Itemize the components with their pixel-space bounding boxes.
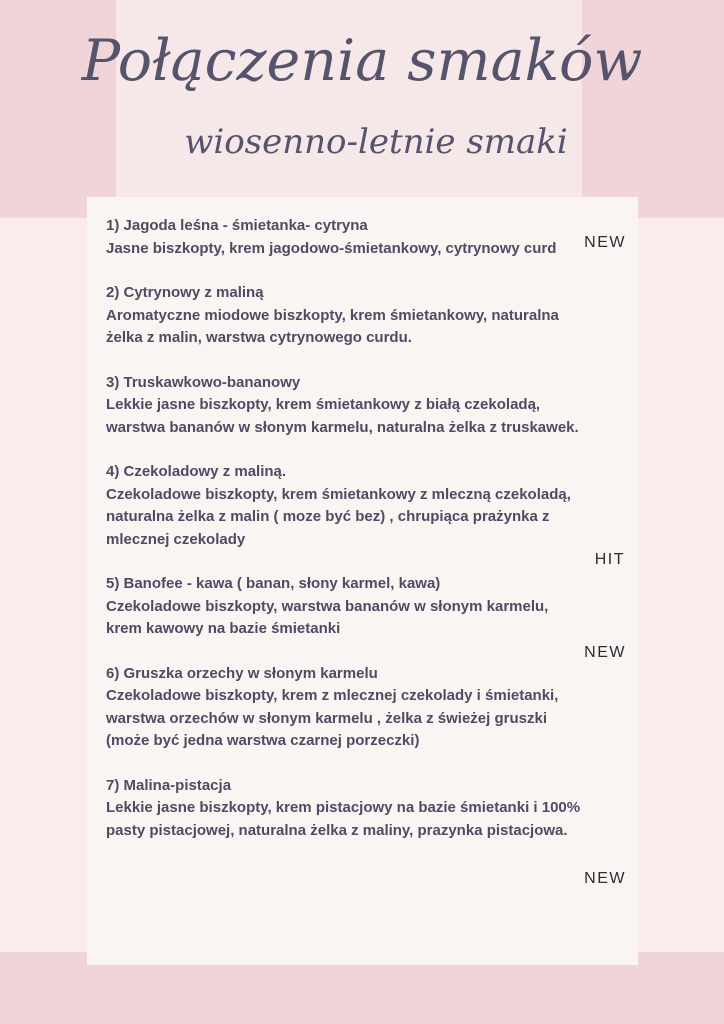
flavor-description: Aromatyczne miodowe biszkopty, krem śmietankowy, naturalna żelka z malin, warstwa cytrynowego curdu. xyxy=(106,306,559,346)
flavor-title: 4) Czekoladowy z maliną. xyxy=(106,463,287,480)
flavor-item-3 xyxy=(106,372,586,440)
flavor-item-7 xyxy=(106,775,586,843)
flavor-description: Lekkie jasne biszkopty, krem pistacjowy na bazie śmietanki i 100% pasty pistacjowej, naturalna żelka z maliny, prazynka pistacjowa. xyxy=(106,799,581,839)
flavor-description: Jasne biszkopty, krem jagodowo-śmietankowy, cytrynowy curd xyxy=(106,239,557,257)
new-badge: NEW xyxy=(584,234,626,251)
flavor-title: 6) Gruszka orzechy w słonym karmelu xyxy=(106,664,378,682)
flavor-description: Czekoladowe biszkopty, krem śmietankowy z mleczną czekoladą, naturalna żelka z malin ( moze być bez) , chrupiąca prażynka z mlecznej czekolady xyxy=(106,485,571,548)
flavor-title: 1) Jagoda leśna - śmietanka- cytryna xyxy=(106,217,368,234)
flavor-item-1 xyxy=(106,215,586,260)
flavor-description: Czekoladowe biszkopty, warstwa bananów w słonym karmelu, krem kawowy na bazie śmietanki xyxy=(106,597,549,637)
flavor-item-5 xyxy=(106,573,586,641)
flavor-title: 2) Cytrynowy z maliną xyxy=(106,284,264,301)
hit-badge: HIT xyxy=(594,551,625,568)
flavor-title: 5) Banofee - kawa ( banan, słony karmel, kawa) xyxy=(106,575,441,592)
flavor-item-6 xyxy=(106,663,586,753)
flavor-title: 7) Malina-pistacja xyxy=(106,776,232,794)
flavor-title: 3) Truskawkowo-bananowy xyxy=(106,373,301,391)
page-subtitle: wiosenno-letnie smaki xyxy=(184,122,568,162)
flavor-list xyxy=(106,215,586,864)
flavor-description: Lekkie jasne biszkopty, krem śmietankowy z białą czekoladą, warstwa bananów w słonym karmelu, naturalna żelka z truskawek. xyxy=(106,396,579,436)
flavor-description: Czekoladowe biszkopty, krem z mlecznej czekolady i śmietanki, warstwa orzechów w słonym karmelu , żelka z świeżej gruszki (może być jedna warstwa czarnej porzeczki) xyxy=(106,687,559,749)
flavor-item-4 xyxy=(106,461,586,551)
new-badge: NEW xyxy=(584,644,626,661)
flavor-item-2 xyxy=(106,282,586,350)
new-badge: NEW xyxy=(584,870,626,887)
page-title: Połączenia smaków xyxy=(81,28,643,94)
